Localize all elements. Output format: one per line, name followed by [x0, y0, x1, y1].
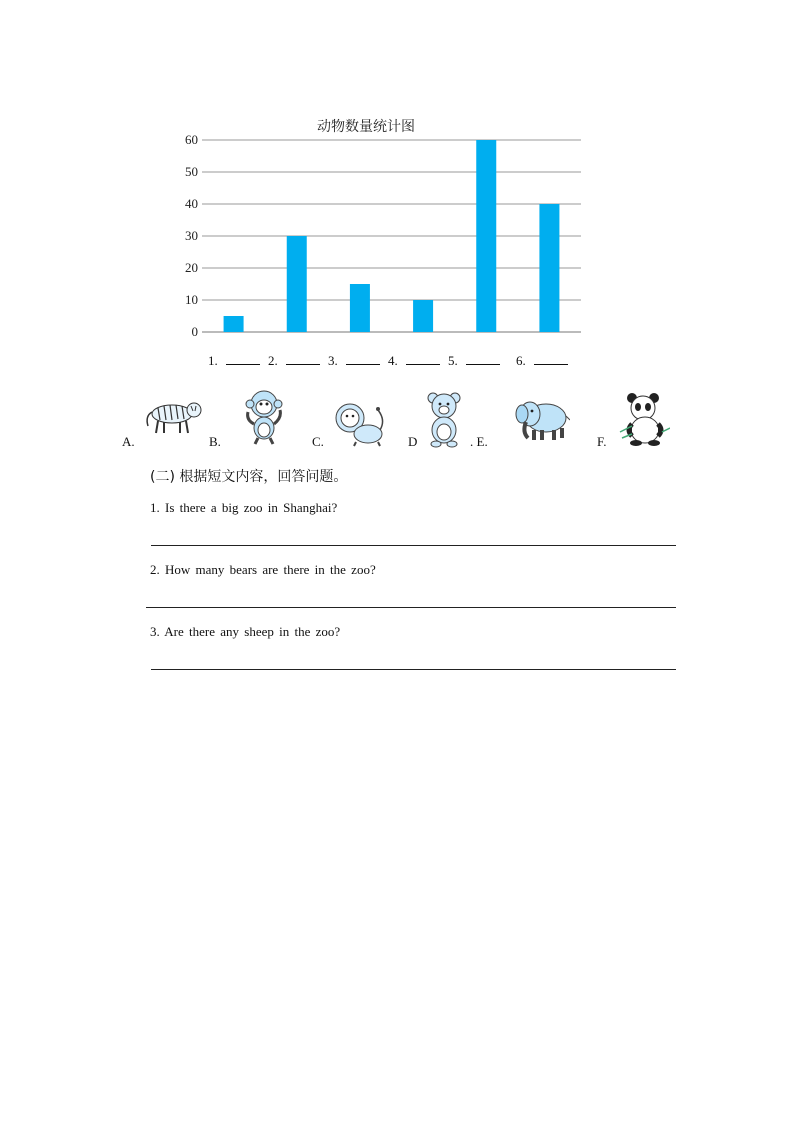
answer-blank-2[interactable] — [286, 352, 320, 365]
answer-line-3[interactable] — [151, 669, 676, 670]
y-tick-label: 0 — [191, 324, 198, 339]
y-tick-label: 20 — [185, 260, 198, 275]
answer-blank-6[interactable] — [534, 352, 568, 365]
category-label-1: 1. — [208, 352, 260, 369]
y-axis-ticks — [185, 132, 198, 339]
category-label-4: 4. — [388, 352, 440, 369]
question-1: 1. Is there a big zoo in Shanghai? — [150, 500, 338, 515]
option-letter-f: F. — [597, 434, 607, 449]
y-tick-label: 60 — [185, 132, 198, 147]
question-3: 3. Are there any sheep in the zoo? — [150, 624, 341, 639]
y-tick-label: 50 — [185, 164, 198, 179]
chart-gridlines — [202, 140, 581, 332]
panda-icon — [618, 390, 670, 448]
question-2: 2. How many bears are there in the zoo? — [150, 562, 376, 577]
animal-count-bar-chart — [0, 0, 794, 350]
tiger-icon — [144, 394, 204, 438]
bar-5 — [476, 140, 496, 332]
monkey-icon — [242, 388, 288, 446]
answer-line-1[interactable] — [151, 545, 676, 546]
bar-6 — [539, 204, 559, 332]
chart-title: 动物数量统计图 — [317, 119, 415, 135]
animal-options-row — [0, 388, 794, 458]
answer-line-2[interactable] — [146, 607, 676, 608]
option-letter-c: C. — [312, 434, 324, 449]
bar-1 — [224, 316, 244, 332]
y-tick-label: 40 — [185, 196, 198, 211]
bear-icon — [426, 390, 462, 448]
category-label-5: 5. — [448, 352, 500, 369]
section-title: (二) 根据短文内容，回答问题。 — [150, 469, 348, 485]
option-letter-d: D — [408, 434, 418, 449]
lion-icon — [334, 398, 386, 448]
y-tick-label: 10 — [185, 292, 198, 307]
y-tick-label: 30 — [185, 228, 198, 243]
category-label-3: 3. — [328, 352, 380, 369]
answer-blank-5[interactable] — [466, 352, 500, 365]
option-letter-a: A. — [122, 434, 135, 449]
category-answer-row — [0, 352, 794, 374]
elephant-icon — [514, 396, 570, 444]
bar-3 — [350, 284, 370, 332]
category-label-6: 6. — [516, 352, 568, 369]
option-letter-e: . E. — [470, 434, 488, 449]
bar-4 — [413, 300, 433, 332]
answer-blank-1[interactable] — [226, 352, 260, 365]
option-letter-b: B. — [209, 434, 221, 449]
answer-blank-4[interactable] — [406, 352, 440, 365]
answer-blank-3[interactable] — [346, 352, 380, 365]
bar-2 — [287, 236, 307, 332]
category-label-2: 2. — [268, 352, 320, 369]
